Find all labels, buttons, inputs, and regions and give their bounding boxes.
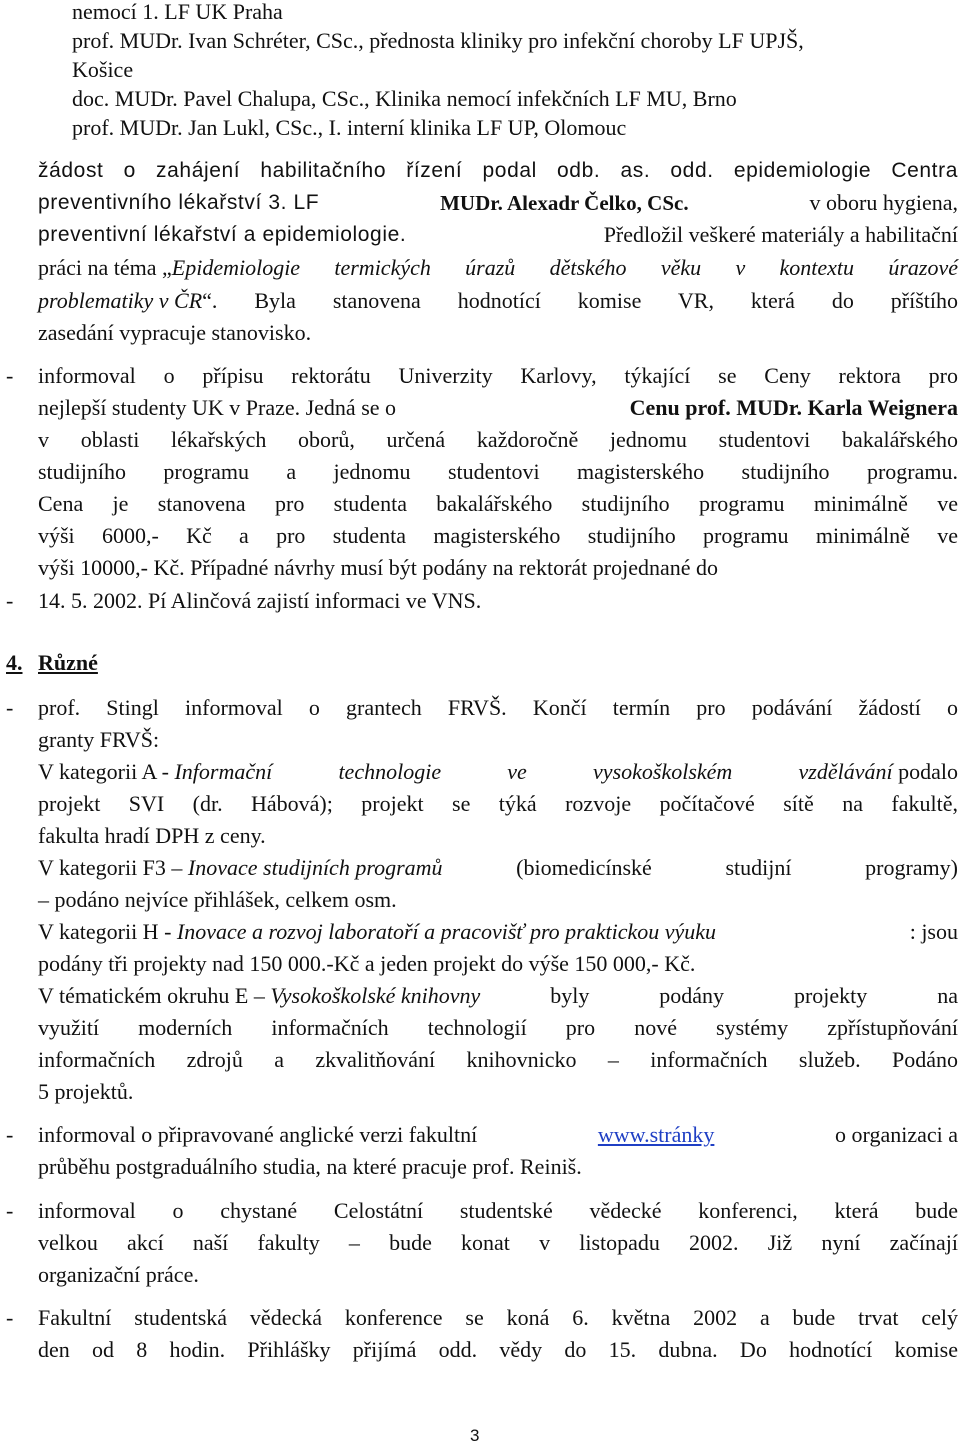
text-span: Předložil veškeré materiály a habilitační <box>603 222 958 247</box>
text-line: den od 8 hodin. Přihlášky přijímá odd. vědy do 15. dubna. Do hodnotící komise <box>38 1337 958 1362</box>
text-line: podány tři projekty nad 150 000.-Kč a jeden projekt do výše 150 000,- Kč. <box>38 951 696 976</box>
text-span: v oboru hygiena, <box>809 190 958 215</box>
bullet-dash: - <box>6 1305 14 1330</box>
text-line <box>38 757 958 787</box>
text-span: (biomedicínské studijní programy) <box>442 855 958 880</box>
habilitation-line <box>38 286 958 316</box>
text-line: výši 10000,- Kč. Případné návrhy musí být podány na rektorát projednané do <box>38 555 719 580</box>
bullet-dash: - <box>6 588 14 613</box>
text-line: fakulta hradí DPH z ceny. <box>38 823 266 848</box>
text-line: velkou akcí naší fakulty – bude konat v listopadu 2002. Již nyní začínají <box>38 1230 958 1255</box>
bullet-dash: - <box>6 363 14 388</box>
section-title: Různé <box>38 650 98 675</box>
text-line: Fakultní studentská vědecká konference se koná 6. května 2002 a bude trvat celý <box>38 1305 958 1330</box>
text-line: informačních zdrojů a zkvalitňování knihovnicko – informačních služeb. Podáno <box>38 1047 958 1072</box>
grant-category: Inovace studijních programů <box>187 855 443 880</box>
text-span: preventivní lékařství a epidemiologie. <box>38 223 407 246</box>
habilitation-line <box>38 220 958 250</box>
text-line <box>38 853 958 883</box>
habilitation-line <box>38 253 958 283</box>
candidate-name: MUDr. Alexadr Čelko, CSc. <box>440 191 689 215</box>
prize-name: Cenu prof. MUDr. Karla Weignera <box>629 395 958 420</box>
thesis-title: Epidemiologie termických úrazů dětského věku v kontextu úrazové <box>171 255 958 280</box>
text-line: projekt SVI (dr. Hábová); projekt se týká rozvoje počítačové sítě na fakultě, <box>38 791 958 816</box>
section-heading <box>6 648 98 678</box>
web-pages-link[interactable]: www.stránky <box>597 1122 715 1147</box>
text-span: V tématickém okruhu E – <box>38 983 271 1008</box>
text-line: doc. MUDr. Pavel Chalupa, CSc., Klinika nemocí infekčních LF MU, Brno <box>72 86 737 111</box>
text-line: – podáno nejvíce přihlášek, celkem osm. <box>38 887 397 912</box>
bullet-dash: - <box>6 695 14 720</box>
text-span: V kategorii F3 – <box>38 855 188 880</box>
text-line: prof. MUDr. Jan Lukl, CSc., I. interní klinika LF UP, Olomouc <box>72 115 627 140</box>
habilitation-line: žádost o zahájení habilitačního řízení podal odb. as. odd. epidemiologie Centra <box>38 159 958 182</box>
grant-category: Vysokoškolské knihovny <box>270 983 481 1008</box>
text-span: “. Byla stanovena hodnotící komise VR, která do příštího <box>202 288 958 313</box>
text-line: 14. 5. 2002. Pí Alinčová zajistí informaci ve VNS. <box>38 588 482 613</box>
text-line: organizační práce. <box>38 1262 199 1287</box>
text-span: podalo <box>892 759 958 784</box>
text-line <box>38 981 958 1011</box>
text-line: informoval o přípisu rektorátu Univerzity Karlovy, týkající se Ceny rektora pro <box>38 363 958 388</box>
text-line: studijního programu a jednomu studentovi magisterského studijního programu. <box>38 459 958 484</box>
thesis-title: problematiky v ČR <box>38 288 203 313</box>
text-line: průběhu postgraduálního studia, na které pracuje prof. Reiniš. <box>38 1154 582 1179</box>
habilitation-line <box>38 188 958 218</box>
text-line <box>38 393 958 423</box>
text-line: nemocí 1. LF UK Praha <box>72 0 283 24</box>
text-span: V kategorii H - <box>38 919 177 944</box>
text-span: byly podány projekty na <box>480 983 958 1008</box>
text-line: informoval o chystané Celostátní studentské vědecké konferenci, která bude <box>38 1198 958 1223</box>
text-span: : jsou <box>909 919 958 944</box>
text-line: prof. Stingl informoval o grantech FRVŠ. Končí termín pro podávání žádostí o <box>38 695 958 720</box>
bullet-dash: - <box>6 1198 14 1223</box>
text-span: o organizaci a <box>835 1122 958 1147</box>
habilitation-line: zasedání vypracuje stanovisko. <box>38 320 312 345</box>
text-line: Košice <box>72 57 134 82</box>
page-number: 3 <box>470 1426 480 1445</box>
grant-category: Informační technologie ve vysokoškolském vzdělávání <box>174 759 893 784</box>
text-line: v oblasti lékařských oborů, určená každoročně jednomu studentovi bakalářského <box>38 427 958 452</box>
text-span: preventivního lékařství 3. LF <box>38 191 320 214</box>
text-line: prof. MUDr. Ivan Schréter, CSc., přednosta kliniky pro infekční choroby LF UPJŠ, <box>72 28 804 53</box>
text-span: práci na téma „ <box>38 255 172 280</box>
text-line: využití moderních informačních technologií pro nové systémy zpřístupňování <box>38 1015 958 1040</box>
text-line: výši 6000,- Kč a pro studenta magisterského studijního programu minimálně ve <box>38 523 958 548</box>
section-number: 4. <box>6 650 23 675</box>
bullet-dash: - <box>6 1122 14 1147</box>
text-span: nejlepší studenty UK v Praze. Jedná se o <box>38 395 397 420</box>
text-line: granty FRVŠ: <box>38 727 160 752</box>
grant-category: Inovace a rozvoj laboratoří a pracovišť pro praktickou výuku <box>176 919 717 944</box>
text-line: Cena je stanovena pro studenta bakalářského studijního programu minimálně ve <box>38 491 958 516</box>
text-span: informoval o připravované anglické verzi fakultní <box>38 1122 478 1147</box>
text-line <box>38 917 958 947</box>
text-span: V kategorii A - <box>38 759 175 784</box>
text-line: 5 projektů. <box>38 1079 134 1104</box>
text-line <box>38 1120 958 1150</box>
